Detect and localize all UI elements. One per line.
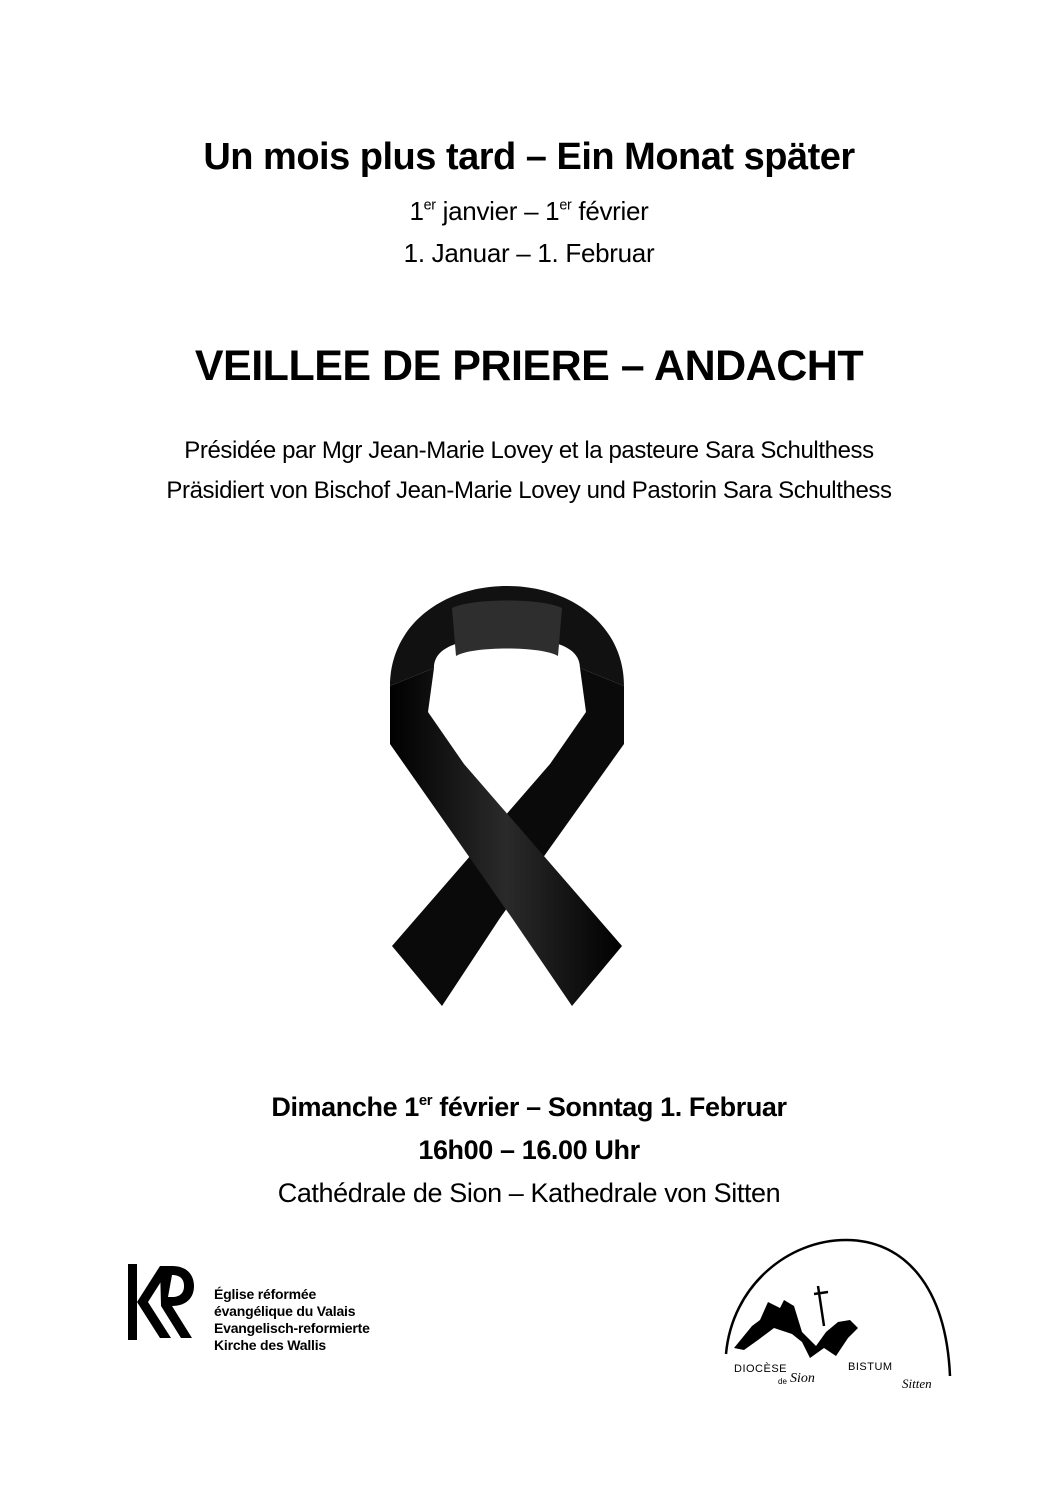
event-date: Dimanche 1er février – Sonntag 1. Februar — [271, 1092, 787, 1122]
de-label: de — [778, 1377, 787, 1386]
date-range-de: 1. Januar – 1. Februar — [403, 238, 655, 268]
bistum-label: BISTUM — [848, 1361, 893, 1373]
sitten-label: Sitten — [902, 1376, 932, 1391]
mourning-ribbon-icon — [372, 586, 642, 1026]
presided-by-fr: Présidée par Mgr Jean-Marie Lovey et la pasteure Sara Schulthess — [184, 437, 874, 464]
diocese-label: DIOCÈSE — [734, 1363, 788, 1375]
church-kr-logo-icon — [126, 1262, 196, 1342]
presided-by-de: Präsidiert von Bischof Jean-Marie Lovey und Pastorin Sara Schulthess — [166, 477, 892, 504]
event-title: VEILLEE DE PRIERE – ANDACHT — [194, 342, 864, 390]
date-range-fr: 1er janvier – 1er février — [409, 196, 649, 226]
event-time: 16h00 – 16.00 Uhr — [418, 1135, 640, 1165]
diocese-sion-logo-icon — [718, 1236, 954, 1392]
sion-label: Sion — [790, 1371, 815, 1386]
page-title: Un mois plus tard – Ein Monat später — [203, 136, 855, 178]
event-location: Cathédrale de Sion – Kathedrale von Sitten — [277, 1178, 781, 1208]
reformed-church-name: Église réformée évangélique du Valais Evangelisch-reformierte Kirche des Wallis — [214, 1286, 370, 1353]
